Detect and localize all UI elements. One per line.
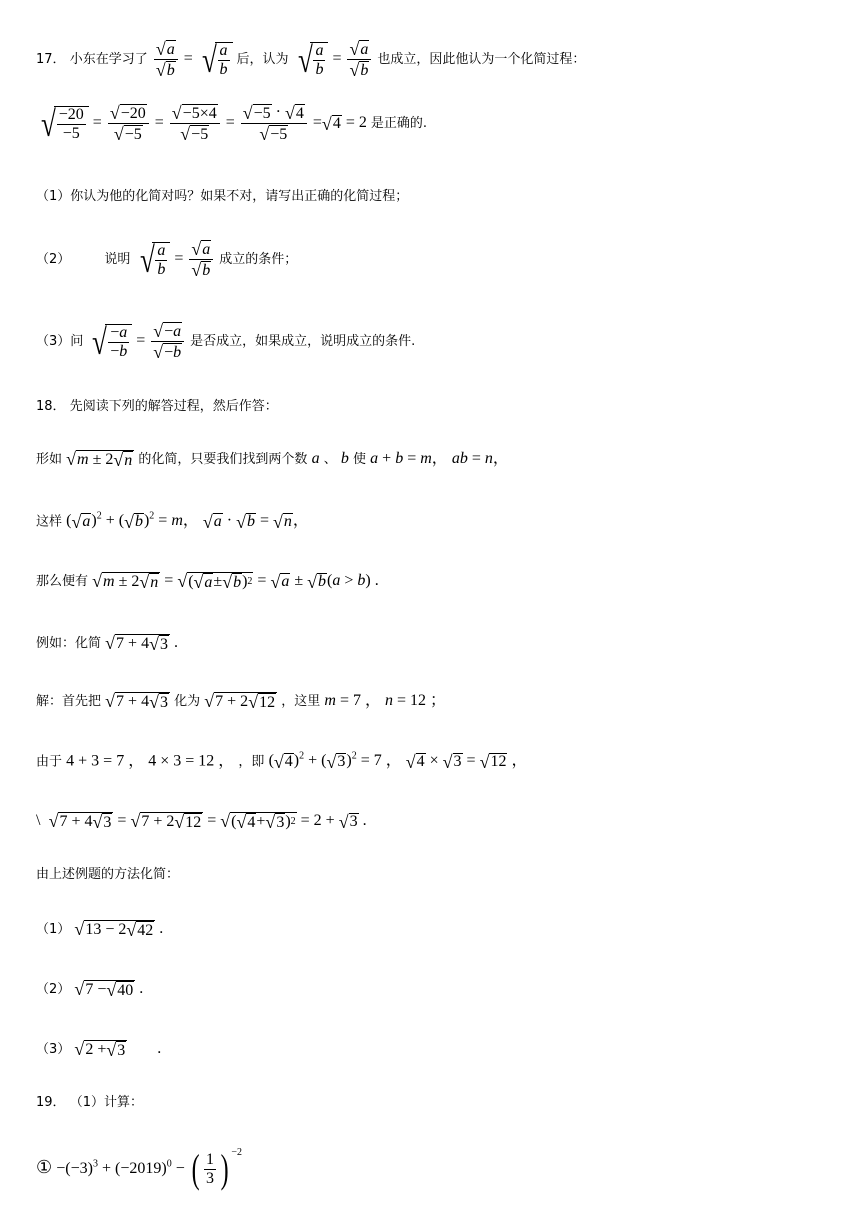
q18-line2: 这样 ( √ a )$^2$ + ( √ b )$^2$ = m， √ a · √ b = √ n ， bbox=[36, 511, 309, 532]
q18-l1-d: 使 bbox=[353, 452, 367, 468]
q19-number: 19． bbox=[36, 1095, 66, 1110]
q18-method-text: 由上述例题的方法化简： bbox=[36, 867, 180, 882]
q17-part3-b: 是否成立，如果成立，说明成立的条件. bbox=[190, 334, 416, 350]
q17-chain-line bbox=[36, 104, 427, 143]
q17-part2-formula: √ $\frac{a}{b}$ = √ a √ b bbox=[135, 250, 220, 267]
q18-l6-a: 由于 bbox=[36, 754, 63, 770]
q17-part2 bbox=[36, 240, 297, 279]
q18-l2-a: 这样 bbox=[36, 514, 63, 530]
q17-number: 17． bbox=[36, 52, 66, 68]
q18-sol-c: ，这里 bbox=[281, 694, 321, 710]
q18-title-line bbox=[36, 400, 278, 413]
q17-formula-1: √ a √ b = √ $\frac{a}{b}$ bbox=[152, 50, 237, 67]
q18-ex-label: 例如：化简 bbox=[36, 636, 102, 652]
q17-chain-tail: 是正确的. bbox=[370, 116, 427, 132]
q18-l1-b: 的化简，只要我们找到两个数 bbox=[138, 452, 308, 468]
q18-sol-a: 解：首先把 bbox=[36, 694, 102, 710]
q19-title: （1）计算： bbox=[69, 1095, 143, 1110]
q18-line7: \ √ 7 + 4 √ 3 = √ 7 + 2 √ 12 = √ ( √ 4 + √ 3 ) 2 = 2 + √ 3 . bbox=[36, 811, 367, 832]
q17-intro-b: 后，认为 bbox=[236, 52, 289, 68]
q17-part2-b: 成立的条件； bbox=[219, 252, 298, 268]
q17-part1-text: （1）你认为他的化简对吗？如果不对，请写出正确的化简过程； bbox=[36, 189, 409, 204]
q18-p3-label: （3） bbox=[36, 1042, 71, 1058]
q17-formula-2: √ $\frac{a}{b}$ = √ a √ b bbox=[293, 50, 378, 67]
q18-sol-b: 化为 bbox=[174, 694, 201, 710]
q17-intro-line bbox=[36, 40, 585, 79]
q17-part3-formula: √ $\frac{-a}{-b}$ = √ − a √ − b bbox=[87, 332, 190, 349]
q18-method bbox=[36, 868, 179, 881]
q18-line1: 形如 √ m ± 2 √ n 的化简，只要我们找到两个数 a 、 b 使 a + b = m， ab = n， bbox=[36, 449, 509, 470]
q18-l6-b: ，即 bbox=[238, 754, 265, 770]
q18-p2-label: （2） bbox=[36, 982, 71, 998]
q17-part3 bbox=[36, 322, 415, 361]
q17-intro-a: 小东在学习了 bbox=[69, 52, 148, 68]
q18-line3: 那么便有 √ m ± 2 √ n = √ ( √ a ± √ b ) 2 = √ a ± √ b (a > b) . bbox=[36, 571, 379, 592]
q18-l3-a: 那么便有 bbox=[36, 574, 89, 590]
q18-solution: 解：首先把 √ 7 + 4 √ 3 化为 √ 7 + 2 √ 12 ，这里 m = 7 ， n = 12 ； bbox=[36, 691, 446, 712]
q19-title-line bbox=[36, 1096, 143, 1109]
q18-l7-backslash: \ bbox=[36, 812, 41, 830]
q17-chain-formula: √ $\frac{-20}{-5}$ = √ −20 √ −5 = √ −5×4 √ −5 = √ −5 · √ 4 √ −5 = √ 4 = 2 bbox=[40, 103, 371, 144]
q18-title: 先阅读下列的解答过程，然后作答： bbox=[69, 399, 278, 414]
q18-problem-1: （1） √ 13 − 2 √ 42 . bbox=[36, 919, 164, 940]
q19-item-1: ① $-(-3)^3 + (-2019)^0$ − ( $\frac{1}{3}$ ) $^{-2}$ bbox=[36, 1146, 243, 1192]
q18-example: 例如：化简 √ 7 + 4 √ 3 . bbox=[36, 633, 178, 654]
q17-part3-label: （3）问 bbox=[36, 334, 84, 350]
q18-p1-label: （1） bbox=[36, 922, 71, 938]
q17-intro-c: 也成立，因此他认为一个化简过程： bbox=[377, 52, 586, 68]
q18-line6: 由于 4 + 3 = 7 ， 4 × 3 = 12 ， ，即 ( √ 4 )$^2$ + ( √ 3 )$^2$ = 7 ， √ 4 × √ 3 = √ 12 ， bbox=[36, 751, 528, 772]
q17-part2-a: 说明 bbox=[104, 252, 131, 268]
q19-item1-label: ① bbox=[36, 1157, 53, 1178]
q18-l1-a: 形如 bbox=[36, 452, 63, 468]
q17-part2-label: （2） bbox=[36, 252, 71, 268]
q18-number: 18． bbox=[36, 399, 66, 414]
q17-part1 bbox=[36, 190, 408, 203]
q18-l1-c: 、 bbox=[323, 452, 337, 468]
q18-problem-2: （2） √ 7 − √ 40 . bbox=[36, 979, 144, 1000]
q18-problem-3: （3） √ 2 + √ 3 . bbox=[36, 1039, 162, 1060]
